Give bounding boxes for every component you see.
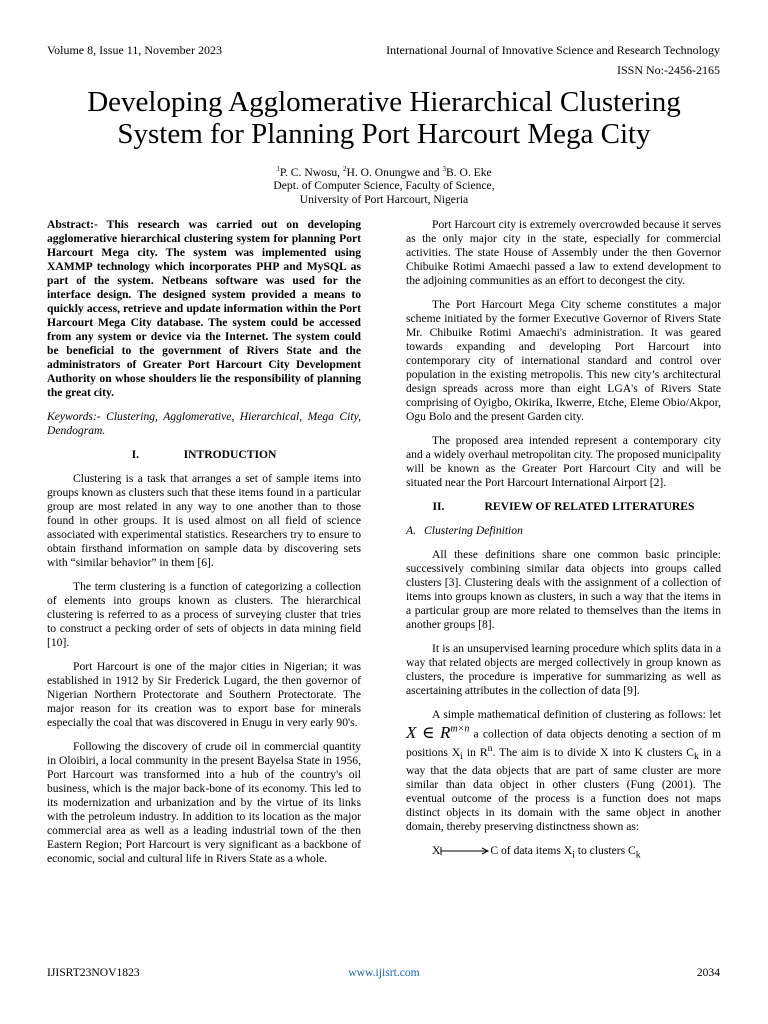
page-number: 2034 [696,966,720,979]
issn: ISSN No:-2456-2165 [616,63,720,77]
paragraph: The term clustering is a function of categorizing a collection of elements into groups known as clusters. The hierarchical clustering is referred to as a process of surveying cluster that tries to construct a pecking order of sets of objects in data mining field [10]. [47,580,361,649]
mapping-from: X [432,843,441,857]
affiliation-univ: University of Port Harcourt, Nigeria [299,193,469,207]
mapping-mid: to clusters C [574,843,636,857]
abstract: Abstract:- This research was carried out on developing agglomerative hierarchical clustering system for planning Port Harcourt Mega city. The system was implemented using XAMMP technology which incorporates PHP and MySQL as part of the system. Netbeans software was used for the interface design. The designed system provided a means to quickly access, retrieve and update information within the Port Harcourt Mega City database. The system could be accessed from any system or device via the Internet. The system could be beneficial to the government of Rivers State and the administrators of Greater Port Harcourt City Development Authority on whose shoulders lie the responsibility of planning the great city. [47,218,361,399]
journal-website-link[interactable]: www.ijisrt.com [348,966,420,979]
paragraph: Clustering is a task that arranges a set of sample items into groups known as clusters such that these items found in a particular group are most related in any way to one another than to those found in other groups. It is used almost on all field of science associated with experimental statistics. Researchers try to ensure to obtain firsthand information on sample data by discovering sets with “similar behavior” in them [6]. [47,472,361,569]
section-heading-introduction [47,448,361,462]
paper-title [20,86,748,150]
paragraph: Following the discovery of crude oil in commercial quantity in Oloibiri, a local community in the present Bayelsa State in 1956, Port Harcourt was transformed into a hub of the country's oil business, which is the major back-bone of its economy. This led to its modernization and urbanization and by the virtue of its links with the petroleum industry. In addition to its location as the major commercial area as well as a leading industrial town of the then Eastern Region; Port Harcourt is very significant as a backbone of economic, social and cultural life in Rivers State as a whole. [47,740,361,865]
section-title: INTRODUCTION [183,448,277,461]
title-line-1: Developing Agglomerative Hierarchical Clustering [87,86,681,118]
left-column [47,218,361,876]
author-3-sup: 3 [442,165,446,173]
subsection-number: A. [406,524,416,537]
author-1-sup: 1 [276,165,280,173]
formula-sup: m×n [450,723,470,734]
author-1: P. C. Nwosu, [279,165,343,179]
paragraph: The Port Harcourt Mega City scheme constitutes a major scheme initiated by the former Executive Governor of Rivers State Mr. Chibuike Rotimi Amaechi's administration. It was geared towards expanding and developing Port Harcourt into contemporary city of international standard and control over population in the existing metropolis. This new city’s architectural design spreads across more than eight LGA's of Rivers State comprising of Oyigbo, Okirika, Ikwerre, Etche, Eleme Obio/Akpor, Ogu Bolo and the present Garden city. [406,298,721,423]
paragraph: Port Harcourt city is extremely overcrowded because it serves as the only major city in the state, especially for commercial activities. The state House of Assembly under the then Governor Chibuike Rotimi Amaechi passed a law to extend development to the adjoining communities as an effort to decongest the city. [406,218,721,287]
paragraph: It is an unsupervised learning procedure which splits data in a way that related objects are merged collectively in group known as clusters, the procedure is imperative for summarizing as well as ascertaining attributes in the collection of data [9]. [406,642,721,697]
maps-to-arrow-icon [440,846,490,856]
mapping-to-sub: i [572,849,575,861]
section-number: II. [432,500,445,513]
journal-volume: Volume 8, Issue 11, November 2023 [47,43,222,57]
author-block [0,163,768,207]
math-tail: in a way that the data objects that are part of same cluster are more similar than data object in other clusters (Fung (2001). The eventual outcome of the process is a function does not maps distinct objects in its domain with the same object in another domain, thereby preserving distinctness shown as: [406,745,721,833]
rn-sup: n [487,742,493,754]
author-2-sup: 2 [342,165,347,173]
author-3: B. O. Eke [445,165,492,179]
section-number: I. [131,448,140,461]
section-heading-review [406,500,721,514]
mapping-to: C of data items X [490,843,573,857]
math-in-rn: in R [462,745,488,759]
mapping-expression [406,844,721,862]
xi-sub: i [460,750,463,762]
paragraph: Port Harcourt is one of the major cities in Nigerian; it was established in 1912 by Sir Frederick Lugard, the then governor of Nigerian Northern Protectorate and Southern Protectorate. The major reason for its creation was to export base for minerals especially the coal that was discovered in Enugu in very early 90's. [47,660,361,729]
ck-sub: k [694,750,699,762]
right-column [406,218,721,862]
paragraph: All these definitions share one common basic principle: successively combining similar data objects into groups called clusters [3]. Clustering deals with the assignment of a collection of items into groups known as clusters, in such a way that the items in a particular group are more related to themselves than the items in another groups [8]. [406,548,721,631]
paper-id: IJISRT23NOV1823 [47,966,140,979]
journal-name: International Journal of Innovative Science and Research Technology [386,43,720,57]
math-pre: A simple mathematical definition of clustering as follows: let [432,708,721,721]
section-title: REVIEW OF RELATED LITERATURES [484,500,695,513]
math-rest: . The aim is to divide X into K clusters C [492,745,695,759]
mapping-end-sub: k [635,849,641,861]
title-line-2: System for Planning Port Harcourt Mega City [117,118,651,150]
paragraph: The proposed area intended represent a contemporary city and a widely overhaul metropolitan city. The proposed municipality will be known as the Greater Port Harcourt City and will be situated near the Port Harcourt International Airport [2]. [406,434,721,489]
subsection-heading [406,524,721,538]
subsection-title: Clustering Definition [424,524,523,537]
affiliation-dept: Dept. of Computer Science, Faculty of Science, [273,179,495,193]
formula [406,723,469,742]
keywords: Keywords:- Clustering, Agglomerative, Hierarchical, Mega City, Dendogram. [47,410,361,437]
math-paragraph [406,708,721,834]
formula-text: X ∈ R [406,722,451,742]
math-post: a collection of data objects denoting a section of m positions X [406,727,721,759]
author-names [0,163,768,179]
author-2: H. O. Onungwe and [346,165,443,179]
